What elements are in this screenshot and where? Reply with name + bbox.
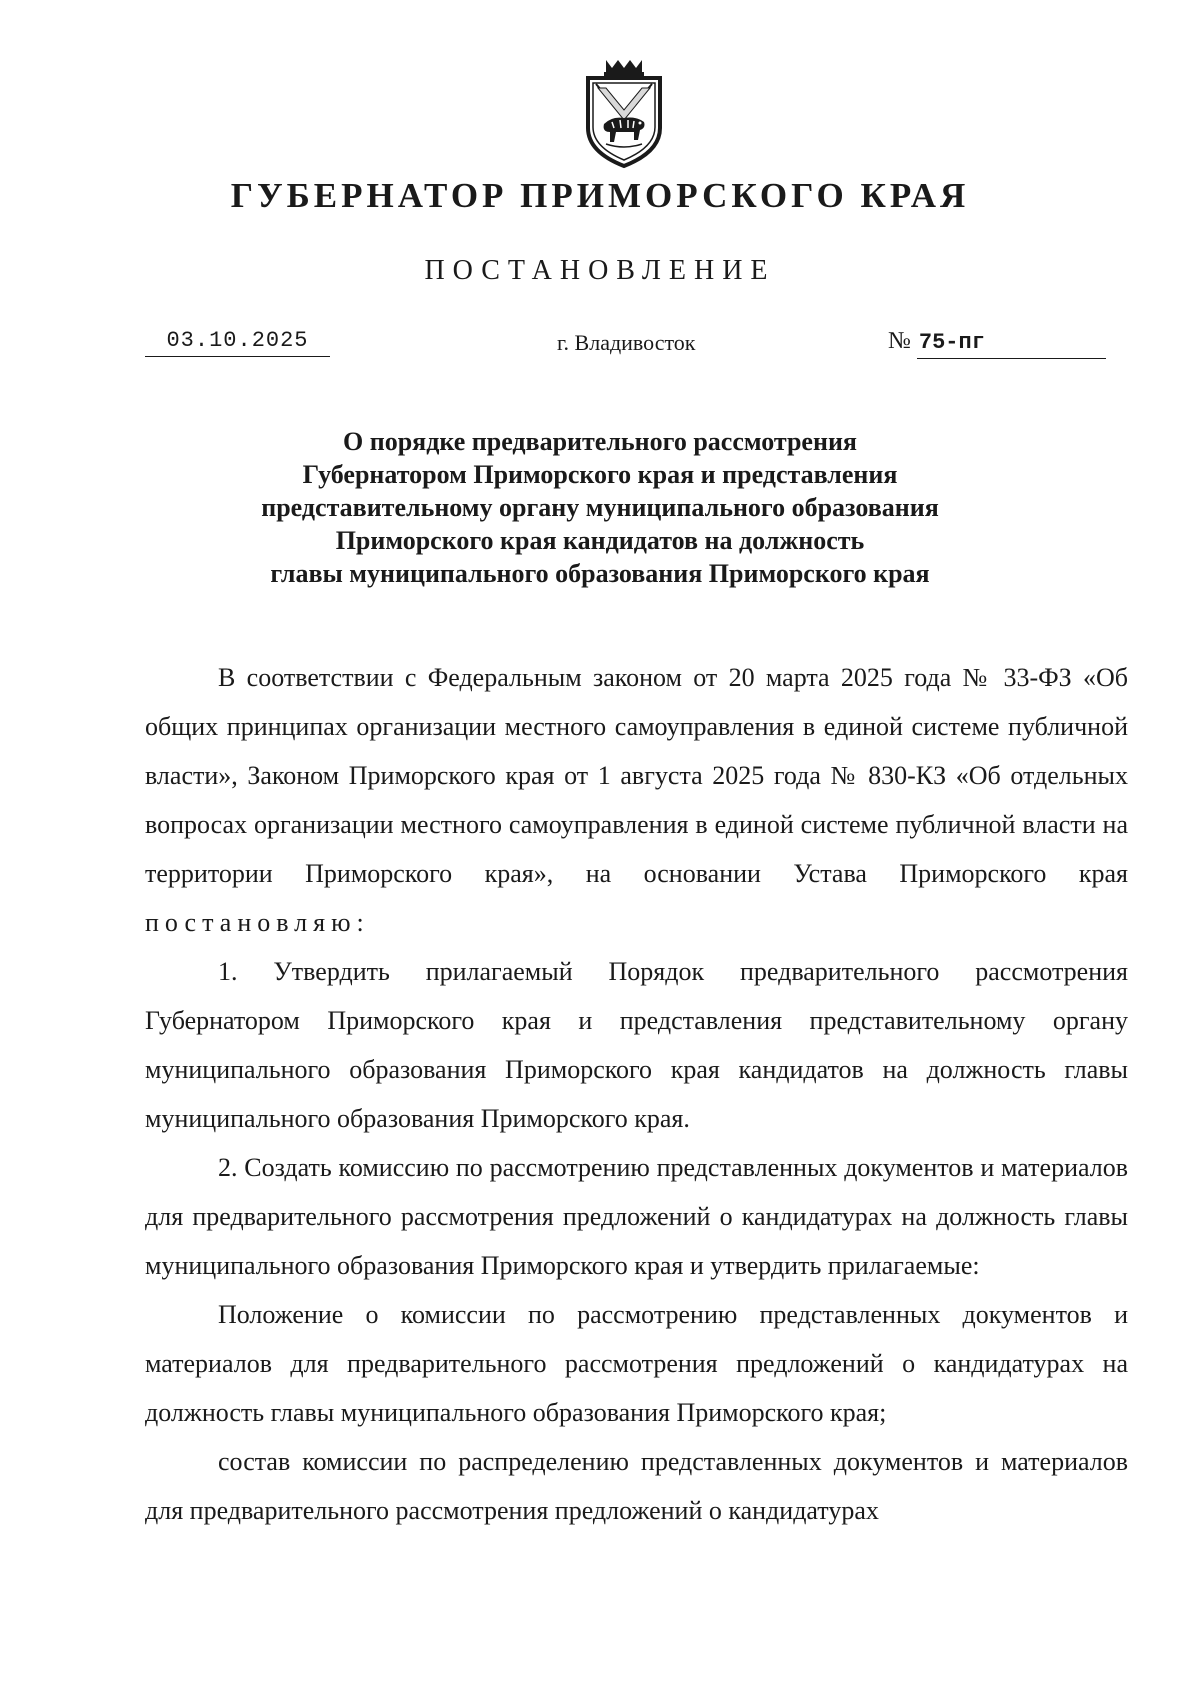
item-2-sub-2-paragraph: состав комиссии по распределению представленных документов и материалов для предварительного рассмотрения предложений о кандидатурах [145,1447,1128,1525]
decree-word: постановляю: [145,908,370,937]
subject-line: Губернатором Приморского края и представления [302,460,898,489]
document-city: г. Владивосток [557,330,696,355]
organization-title: ГУБЕРНАТОР ПРИМОРСКОГО КРАЯ [230,176,970,215]
item-2-sub-1-paragraph: Положение о комиссии по рассмотрению представленных документов и материалов для предварительного рассмотрения предложений о кандидатурах на должность главы муниципального образования Приморского края; [145,1300,1128,1427]
document-body [145,653,1128,1535]
item-1-paragraph: 1. Утвердить прилагаемый Порядок предварительного рассмотрения Губернатором Приморского края и представления представительному органу муниципального образования Приморского края кандидатов на должность главы муниципального образования Приморского края. [145,957,1128,1133]
subject-line: главы муниципального образования Приморского края [270,559,930,588]
preamble-text: В соответствии с Федеральным законом от 20 марта 2025 года № 33-ФЗ «Об общих принципах организации местного самоуправления в единой системе публичной власти», Законом Приморского края от 1 августа 2025 года № 830-КЗ «Об отдельных вопросах организации местного самоуправления в единой системе публичной власти на территории Приморского края», на основании Устава Приморского края [145,663,1128,888]
document-date: 03.10.2025 [145,326,330,357]
item-2-paragraph: 2. Создать комиссию по рассмотрению представленных документов и материалов для предварительного рассмотрения предложений о кандидатурах на должность главы муниципального образования Приморского края и утвердить прилагаемые: [145,1153,1128,1280]
subject-line: Приморского края кандидатов на должность [335,526,865,555]
coat-of-arms-icon [576,54,672,172]
subject-line: О порядке предварительного рассмотрения [343,427,857,456]
number-sign: № [888,328,911,354]
preamble-paragraph [145,653,1128,947]
document-number [888,326,1106,359]
subject-line: представительному органу муниципального образования [261,493,939,522]
document-type: ПОСТАНОВЛЕНИЕ [424,255,776,286]
document-subject [160,425,1040,590]
number-value: 75-пг [917,328,1106,359]
